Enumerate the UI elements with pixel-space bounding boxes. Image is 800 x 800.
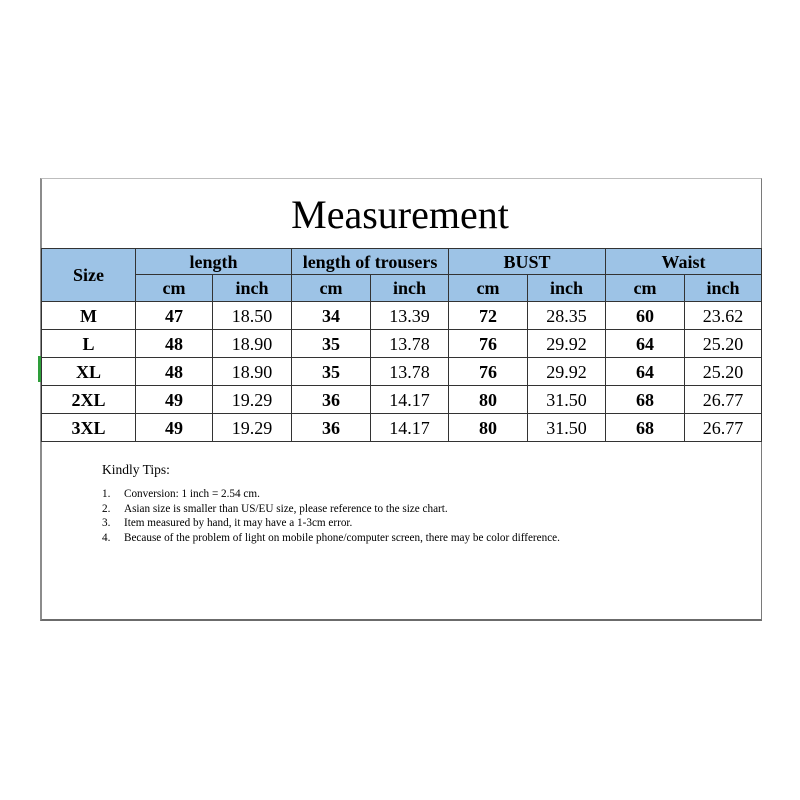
tip-text: Asian size is smaller than US/EU size, please reference to the size chart. [124,502,448,515]
list-item [102,487,662,502]
table-cell: 35 [292,358,371,386]
tips-section [102,462,662,545]
table-cell: 13.39 [371,302,449,330]
table-cell: 18.50 [213,302,292,330]
table-cell: 48 [136,358,213,386]
table-cell: 36 [292,386,371,414]
table-cell: 80 [449,414,528,442]
unit-header: cm [136,275,213,302]
tip-text: Item measured by hand, it may have a 1-3cm error. [124,517,353,529]
table-cell: 25.20 [685,330,762,358]
table-cell: 72 [449,302,528,330]
table-cell: 18.90 [213,358,292,386]
unit-header: cm [606,275,685,302]
size-cell[interactable]: XL [42,358,136,386]
tip-text: Conversion: 1 inch = 2.54 cm. [124,488,260,500]
unit-header: inch [213,275,292,302]
tip-number: 4. [102,531,111,544]
tip-number: 1. [102,488,111,500]
size-cell: 2XL [42,386,136,414]
list-item [102,516,662,531]
table-cell: 29.92 [528,358,606,386]
tip-text: Because of the problem of light on mobile phone/computer screen, there may be color difference. [124,531,560,544]
table-cell: 68 [606,386,685,414]
table-cell: 19.29 [213,414,292,442]
table-row [42,302,762,330]
table-row [42,414,762,442]
group-header-waist: Waist [606,249,762,275]
table-cell: 14.17 [371,414,449,442]
table-cell: 48 [136,330,213,358]
table-row [42,358,762,386]
group-header-bust: BUST [449,249,606,275]
table-row [42,330,762,358]
table-cell: 26.77 [685,414,762,442]
table-cell: 49 [136,386,213,414]
tip-number: 2. [102,502,111,515]
unit-header: cm [449,275,528,302]
table-cell: 80 [449,386,528,414]
table-cell: 13.78 [371,358,449,386]
size-cell: L [42,330,136,358]
table-cell: 47 [136,302,213,330]
table-cell: 49 [136,414,213,442]
size-cell: 3XL [42,414,136,442]
table-cell: 64 [606,358,685,386]
table-cell: 76 [449,358,528,386]
table-cell: 68 [606,414,685,442]
tips-list [102,487,662,545]
size-header: Size [42,249,136,302]
table-cell: 31.50 [528,386,606,414]
table-cell: 28.35 [528,302,606,330]
group-header-length: length [136,249,292,275]
table-cell: 14.17 [371,386,449,414]
table-cell: 19.29 [213,386,292,414]
unit-header: cm [292,275,371,302]
table-cell: 29.92 [528,330,606,358]
table-cell: 25.20 [685,358,762,386]
table-cell: 76 [449,330,528,358]
table-cell: 34 [292,302,371,330]
table-cell: 13.78 [371,330,449,358]
page-title: Measurement [291,192,509,237]
table-cell: 35 [292,330,371,358]
list-item [102,502,662,517]
unit-header: inch [371,275,449,302]
unit-header: inch [685,275,762,302]
table-cell: 64 [606,330,685,358]
table-row [42,386,762,414]
table-cell: 26.77 [685,386,762,414]
table-cell: 31.50 [528,414,606,442]
size-chart-table [41,248,762,442]
table-cell: 60 [606,302,685,330]
unit-header: inch [528,275,606,302]
size-cell: M [42,302,136,330]
table-cell: 36 [292,414,371,442]
group-header-trousers: length of trousers [292,249,449,275]
list-item [102,531,662,546]
table-cell: 23.62 [685,302,762,330]
tips-title: Kindly Tips: [102,462,170,477]
table-cell: 18.90 [213,330,292,358]
tip-number: 3. [102,517,111,529]
